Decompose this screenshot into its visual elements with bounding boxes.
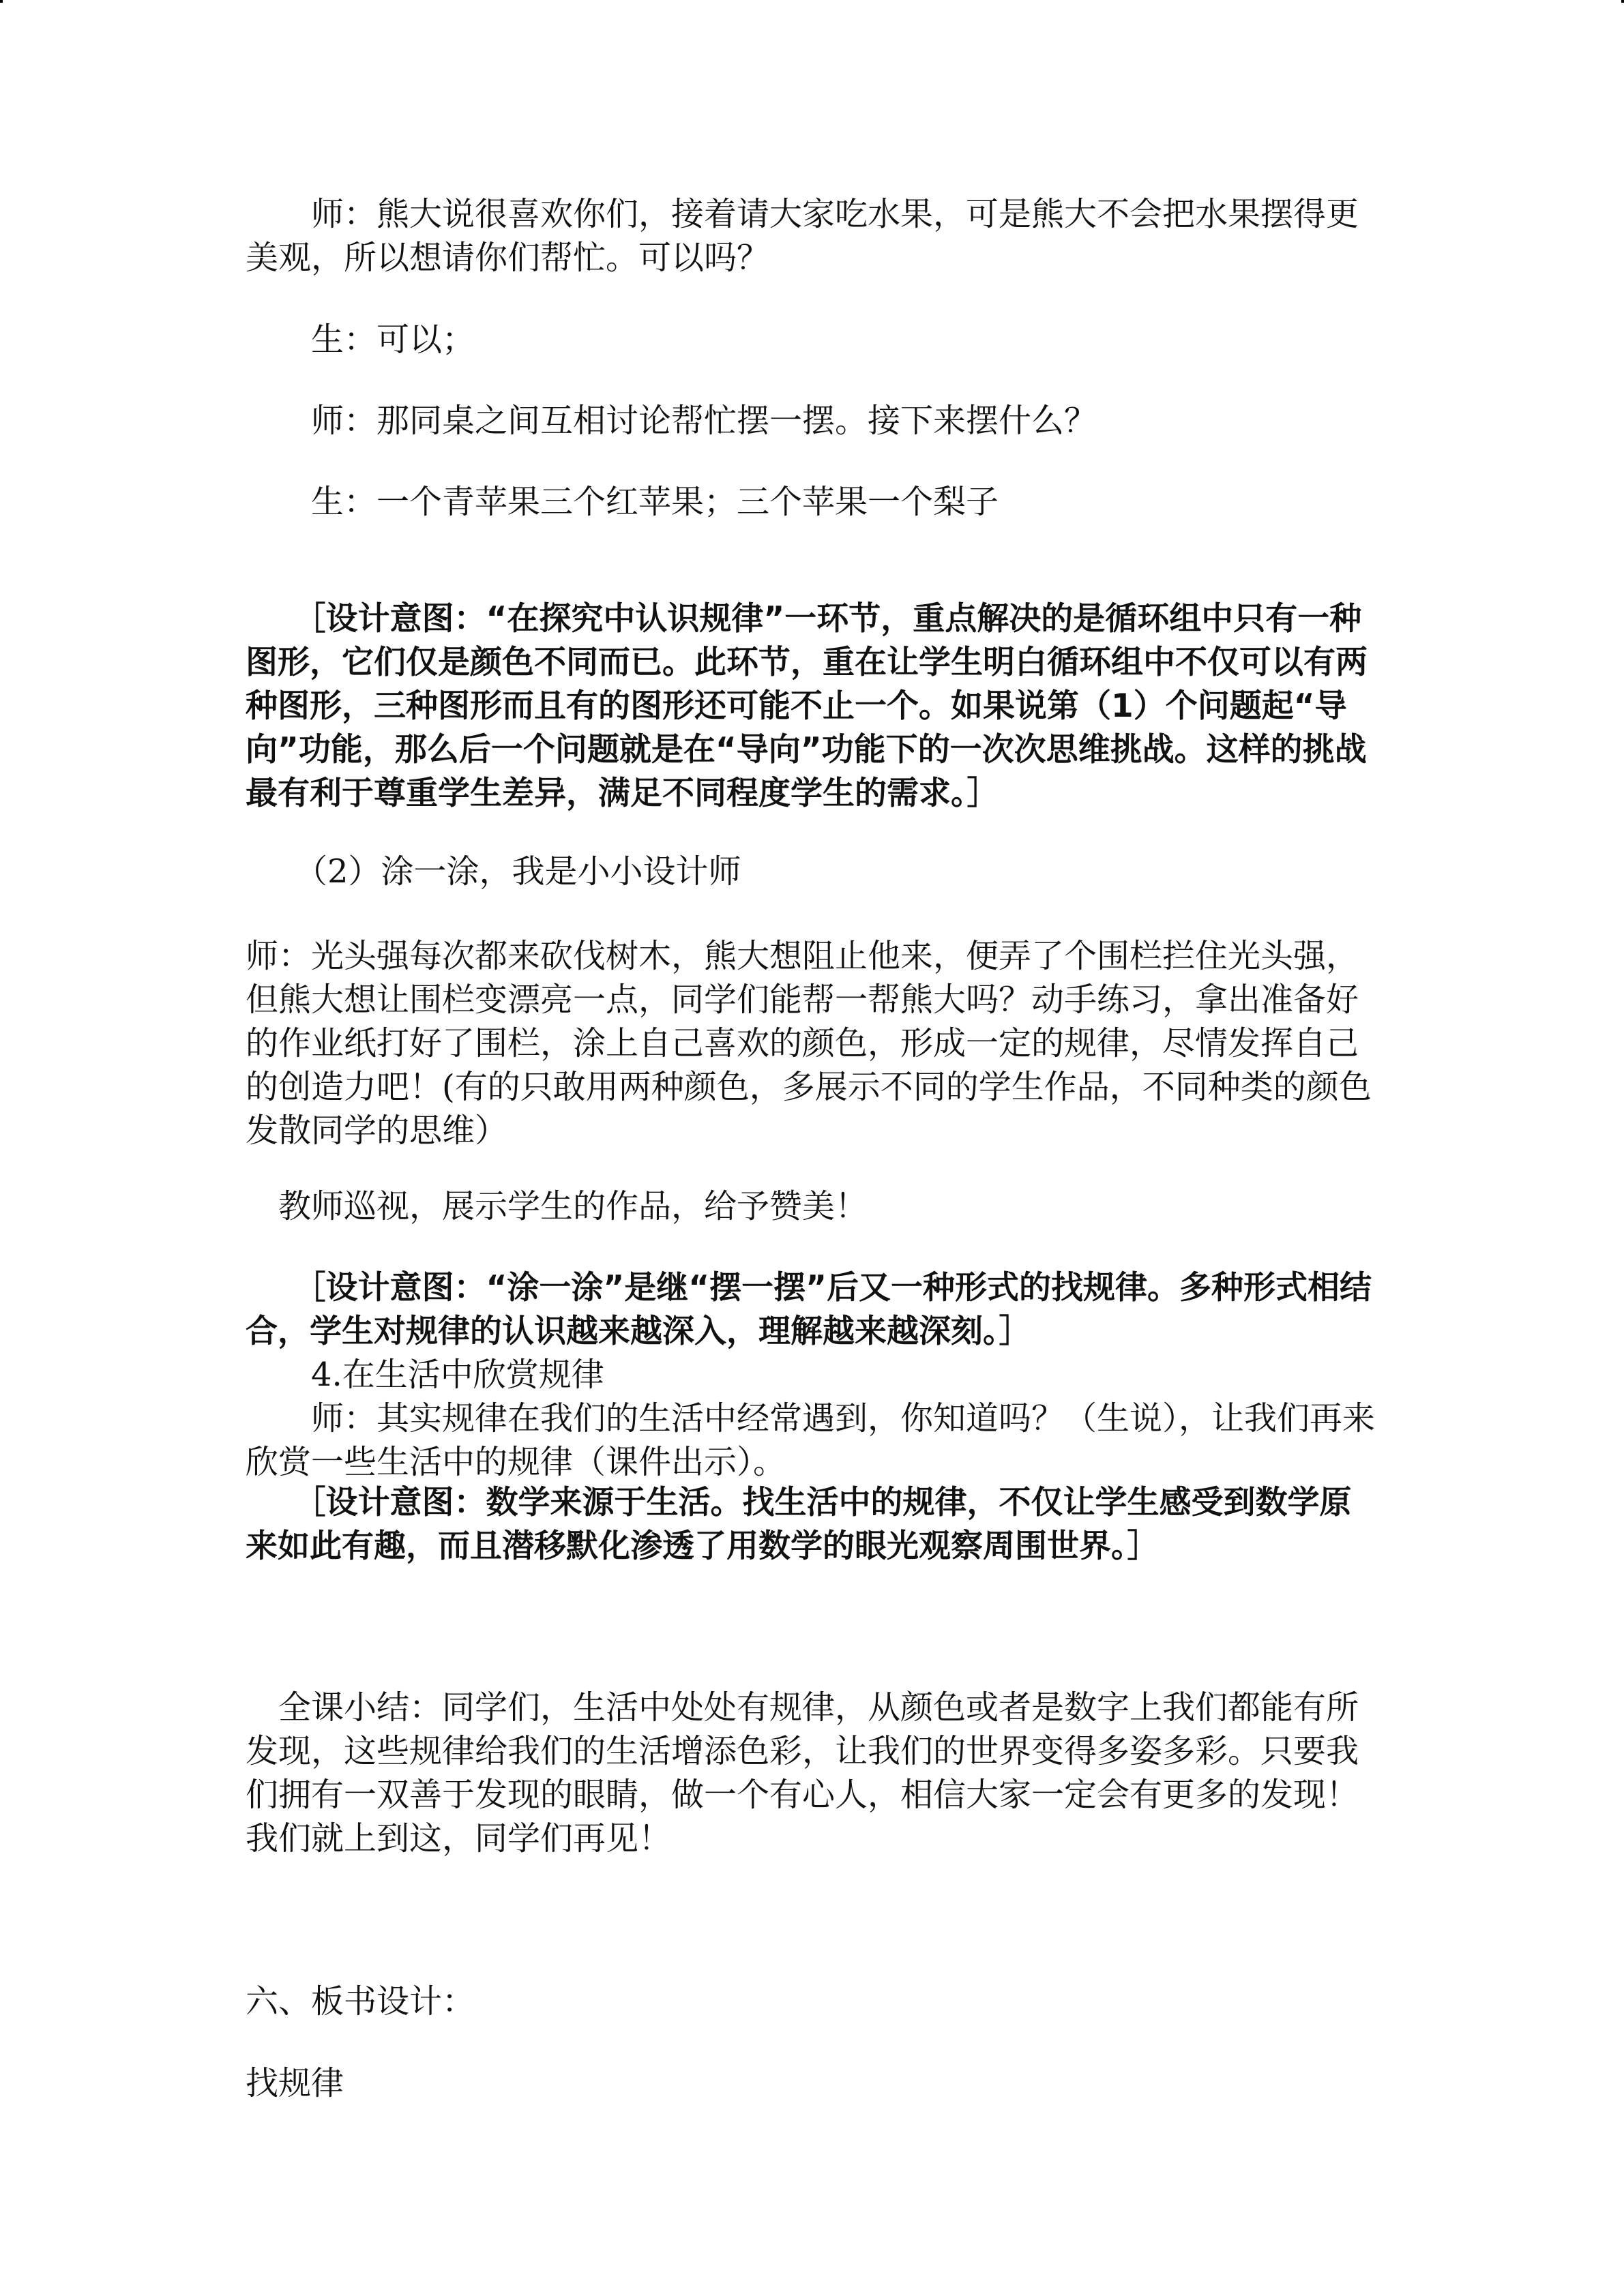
design-intent-explore: ［设计意图：“在探究中认识规律”一环节，重点解决的是循环组中只有一种图形，它们仅是颜色不同而已。此环节，重在让学生明白循环组中不仅可以有两种图形，三种图形而且有的图形还可能不止一个。如果说第（1）个问题起“导向”功能，那么后一个问题就是在“导向”功能下的一次次思维挑战。这样的挑战最有利于尊重学生差异，满足不同程度学生的需求。］ xyxy=(246,600,1368,812)
section-heading-paint: （2）涂一涂，我是小小设计师 xyxy=(246,852,741,891)
paragraph-student-yes: 生：可以； xyxy=(246,320,475,359)
design-intent-paint: ［设计意图：“涂一涂”是继“摆一摆”后又一种形式的找规律。多种形式相结合，学生对规律的认识越来越深入，理解越来越深刻。］ xyxy=(246,1269,1372,1350)
paragraph-teacher-discuss: 师：那同桌之间互相讨论帮忙摆一摆。接下来摆什么？ xyxy=(246,402,1097,440)
paragraph-student-apples: 生：一个青苹果三个红苹果；三个苹果一个梨子 xyxy=(246,483,999,521)
design-intent-life: ［设计意图：数学来源于生活。找生活中的规律，不仅让学生感受到数学原来如此有趣，而且潜移默化渗透了用数学的眼光观察周围世界。］ xyxy=(246,1484,1352,1565)
page-corner-mark xyxy=(1621,0,1624,3)
section-heading-blackboard: 六、板书设计： xyxy=(246,1982,475,2021)
paragraph-teacher-fruit: 师：熊大说很喜欢你们，接着请大家吃水果，可是熊大不会把水果摆得更美观，所以想请你们帮忙。可以吗？ xyxy=(246,195,1359,277)
page-corner-mark xyxy=(0,0,3,3)
section-heading-life: 4.在生活中欣赏规律 xyxy=(246,1356,604,1394)
paragraph-teacher-fence: 师：光头强每次都来砍伐树木，熊大想阻止他来，便弄了个围栏拦住光头强，但熊大想让围栏变漂亮一点，同学们能帮一帮熊大吗？动手练习，拿出准备好的作业纸打好了围栏，涂上自己喜欢的颜色，形成一定的规律，尽情发挥自己的创造力吧！(有的只敢用两种颜色，多展示不同的学生作品，不同种类的颜色发散同学的思维） xyxy=(246,937,1372,1150)
paragraph-summary: 全课小结：同学们，生活中处处有规律，从颜色或者是数字上我们都能有所发现，这些规律给我们的生活增添色彩，让我们的世界变得多姿多彩。只要我们拥有一双善于发现的眼睛，做一个有心人，相信大家一定会有更多的发现！我们就上到这，同学们再见！ xyxy=(246,1688,1359,1858)
paragraph-teacher-life: 师：其实规律在我们的生活中经常遇到，你知道吗？（生说），让我们再来欣赏一些生活中的规律（课件出示）。 xyxy=(246,1399,1376,1481)
blackboard-title: 找规律 xyxy=(246,2064,344,2102)
paragraph-teacher-patrol: 教师巡视，展示学生的作品，给予赞美！ xyxy=(246,1187,868,1225)
